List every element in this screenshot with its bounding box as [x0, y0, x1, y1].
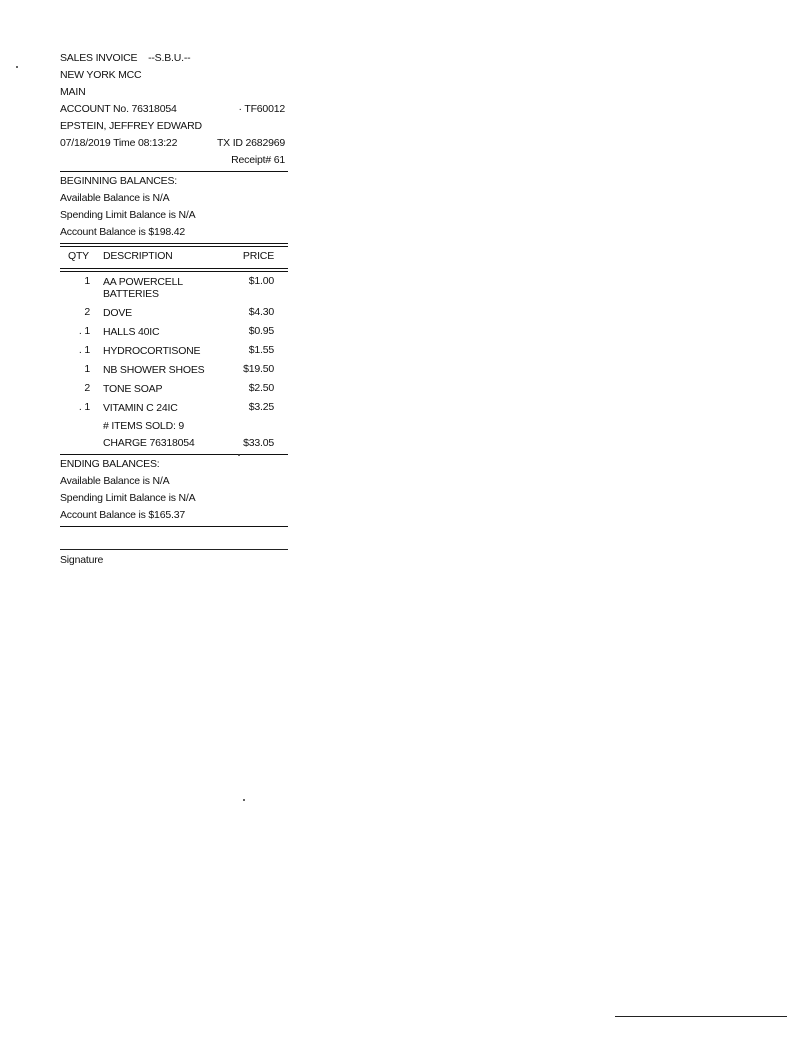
divider	[60, 268, 288, 272]
scan-speck	[16, 66, 18, 68]
item-price: $1.55	[248, 344, 274, 356]
scan-speck	[243, 799, 245, 801]
item-description: TONE SOAP	[103, 383, 163, 395]
invoice-title: SALES INVOICE	[60, 52, 138, 64]
item-description: AA POWERCELL BATTERIES	[103, 276, 183, 300]
account-row	[60, 101, 288, 118]
list-item	[60, 323, 288, 342]
divider	[60, 526, 288, 527]
items-sold-count: # ITEMS SOLD: 9	[103, 420, 185, 432]
divider	[60, 454, 288, 455]
receipt-number: Receipt# 61	[231, 154, 285, 166]
price-header: PRICE	[242, 250, 274, 262]
list-item	[60, 273, 288, 304]
list-item	[60, 399, 288, 418]
beginning-spending-limit: Spending Limit Balance is N/A	[60, 209, 196, 221]
item-description: NB SHOWER SHOES	[103, 364, 205, 376]
item-description: DOVE	[103, 307, 132, 319]
list-item	[60, 380, 288, 399]
description-header: DESCRIPTION	[103, 250, 173, 262]
charge-total: $33.05	[243, 437, 274, 449]
item-description: HALLS 40IC	[103, 326, 160, 338]
receipt-row	[60, 152, 288, 169]
transaction-id: TX ID 2682969	[216, 137, 285, 149]
customer-name: EPSTEIN, JEFFREY EDWARD	[60, 120, 202, 132]
item-description: VITAMIN C 24IC	[103, 402, 178, 414]
sbu-label: --S.B.U.--	[148, 52, 191, 64]
terminal-id: · TF60012	[238, 103, 285, 115]
items-sold-row	[60, 418, 288, 435]
beginning-available-balance: Available Balance is N/A	[60, 192, 170, 204]
invoice-title-row	[60, 50, 288, 67]
location: NEW YORK MCC	[60, 69, 142, 81]
list-item	[60, 361, 288, 380]
transaction-datetime: 07/18/2019 Time 08:13:22	[60, 137, 178, 149]
item-price: $4.30	[248, 306, 274, 318]
signature-label: Signature	[60, 554, 104, 566]
account-number: ACCOUNT No. 76318054	[60, 103, 177, 115]
scan-speck	[238, 454, 240, 456]
ending-account-balance: Account Balance is $165.37	[60, 509, 185, 521]
item-price: $3.25	[248, 401, 274, 413]
signature-line	[60, 549, 288, 550]
divider	[60, 171, 288, 172]
item-qty: 1	[84, 275, 90, 287]
list-item	[60, 304, 288, 323]
branch: MAIN	[60, 86, 86, 98]
beginning-account-balance: Account Balance is $198.42	[60, 226, 185, 238]
item-price: $19.50	[243, 363, 274, 375]
charge-row	[60, 435, 288, 452]
divider	[60, 243, 288, 247]
item-qty: . 1	[78, 401, 90, 413]
item-qty: . 1	[78, 344, 90, 356]
item-price: $2.50	[248, 382, 274, 394]
item-price: $0.95	[248, 325, 274, 337]
item-qty: . 1	[78, 325, 90, 337]
beginning-balances-title: BEGINNING BALANCES:	[60, 175, 177, 187]
qty-header: QTY	[68, 250, 89, 262]
charge-label: CHARGE 76318054	[103, 437, 195, 449]
item-description: HYDROCORTISONE	[103, 345, 201, 357]
ending-available-balance: Available Balance is N/A	[60, 475, 170, 487]
item-qty: 1	[84, 363, 90, 375]
item-price: $1.00	[248, 275, 274, 287]
list-item	[60, 342, 288, 361]
ending-spending-limit: Spending Limit Balance is N/A	[60, 492, 196, 504]
datetime-row	[60, 135, 288, 152]
ending-balances-title: ENDING BALANCES:	[60, 458, 160, 470]
items-header	[60, 248, 288, 266]
sales-invoice-receipt	[60, 50, 288, 569]
item-qty: 2	[84, 382, 90, 394]
bottom-scan-line	[615, 1016, 787, 1017]
item-qty: 2	[84, 306, 90, 318]
items-list	[60, 273, 288, 418]
